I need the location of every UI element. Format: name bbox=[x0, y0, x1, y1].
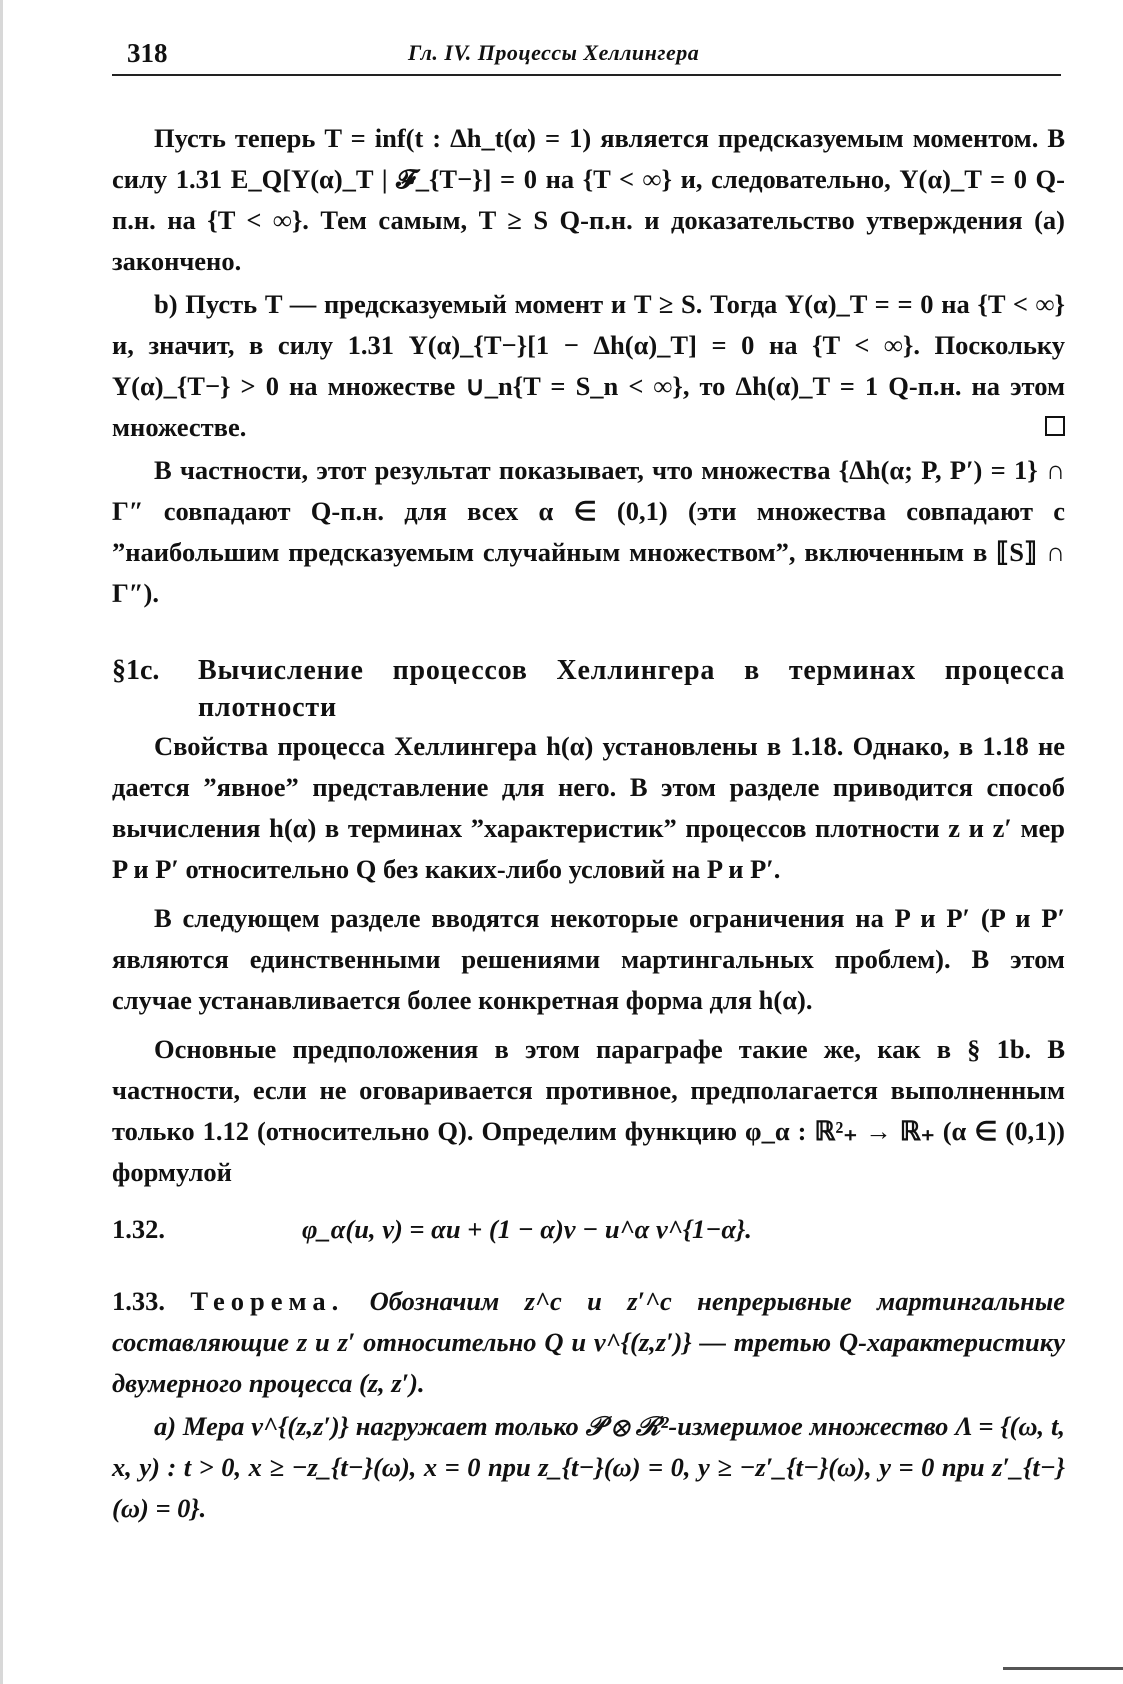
theorem-1-33 bbox=[112, 1281, 1065, 1404]
paragraph-2-wrap bbox=[112, 284, 1065, 448]
page-body bbox=[112, 118, 1065, 1529]
page-header bbox=[112, 30, 1061, 76]
qed-box-icon bbox=[1045, 416, 1065, 436]
page-number: 318 bbox=[127, 38, 168, 68]
theorem-number: 1.33. bbox=[112, 1286, 165, 1316]
section-heading bbox=[112, 652, 1065, 726]
theorem-part-a: a) Мера ν^{(z,z′)} нагружает только 𝒫 ⊗ ℛ²-измеримое множество Λ = {(ω, t, x, y) : t > 0, x ≥ −z_{t−}(ω), x = 0 при z_{t−}(ω) = 0, y ≥ −z′_{t−}(ω), y = 0 при z′_{t−}(ω) = 0}. bbox=[112, 1411, 1065, 1523]
paragraph-5: В следующем разделе вводятся некоторые ограничения на P и P′ (P и P′ являются единственными решениями мартингальных проблем). В этом случае устанавливается более конкретная форма для h(α). bbox=[112, 903, 1065, 1015]
formula-number: 1.32. bbox=[112, 1213, 165, 1244]
section-number: §1c. bbox=[112, 655, 160, 686]
formula-1-32 bbox=[112, 1207, 1065, 1251]
theorem-word: Теорема. bbox=[190, 1286, 345, 1316]
theorem-text: Обозначим z^c и z′^c непрерывные мартингальные составляющие z и z′ относительно Q и ν^{(z,z′)} — третью Q-характеристику двумерного процесса (z, z′). bbox=[112, 1286, 1066, 1398]
paragraph-2: b) Пусть T — предсказуемый момент и T ≥ S. Тогда Y(α)_T = = 0 на {T < ∞} и, значит, в силу 1.31 Y(α)_{T−}[1 − Δh(α)_T] = 0 на {T < ∞}. Поскольку Y(α)_{T−} > 0 на множестве ∪_n{T = S_n < ∞}, то Δh(α)_T = 1 Q-п.н. на этом множестве. bbox=[112, 289, 1065, 442]
bottom-edge-mark bbox=[1003, 1667, 1123, 1670]
section-title: Вычисление процессов Хеллингера в терминах процесса плотности bbox=[198, 655, 1065, 723]
paragraph-6: Основные предположения в этом параграфе такие же, как в § 1b. В частности, если не оговаривается противное, предполагается выполненным только 1.12 (относительно Q). Определим функцию φ_α : ℝ²₊ → ℝ₊ (α ∈ (0,1)) формулой bbox=[112, 1034, 1065, 1187]
paragraph-3: В частности, этот результат показывает, что множества {Δh(α; P, P′) = 1} ∩ Γ″ совпадают Q-п.н. для всех α ∈ (0,1) (эти множества совпадают с ”наибольшим предсказуемым случайным множеством”, включенным в ⟦S⟧ ∩ Γ″). bbox=[112, 455, 1065, 608]
running-head: Гл. IV. Процессы Хеллингера bbox=[408, 40, 700, 65]
formula-text: φ_α(u, v) = αu + (1 − α)v − u^α v^{1−α}. bbox=[302, 1213, 752, 1244]
paragraph-1: Пусть теперь T = inf(t : Δh_t(α) = 1) является предсказуемым моментом. В силу 1.31 E_Q[Y(α)_T | 𝓕_{T−}] = 0 на {T < ∞} и, следовательно, Y(α)_T = 0 Q-п.н. на {T < ∞}. Тем самым, T ≥ S Q-п.н. и доказательство утверждения (a) закончено. bbox=[112, 123, 1065, 276]
paragraph-4: Свойства процесса Хеллингера h(α) установлены в 1.18. Однако, в 1.18 не дается ”явное” представление для него. В этом разделе приводится способ вычисления h(α) в терминах ”характеристик” процессов плотности z и z′ мер P и P′ относительно Q без каких-либо условий на P и P′. bbox=[112, 731, 1065, 884]
scan-edge bbox=[0, 0, 3, 1684]
